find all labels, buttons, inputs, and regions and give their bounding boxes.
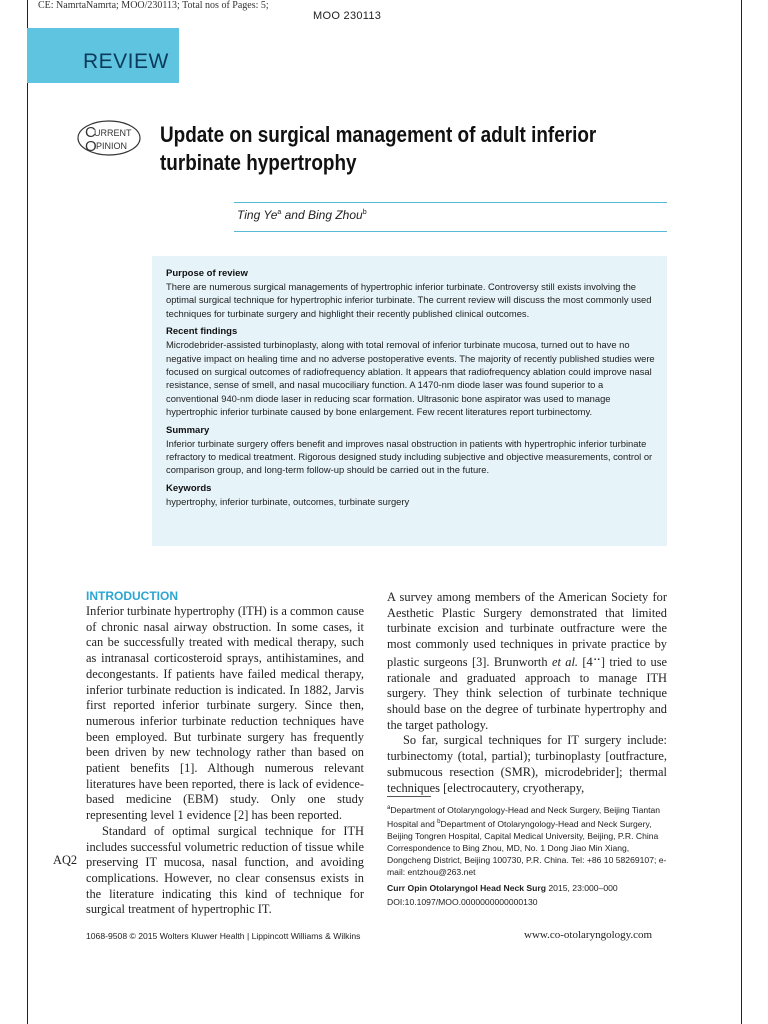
author-1: Ting Ye [237, 208, 278, 222]
journal-name: Curr Opin Otolaryngol Head Neck Surg [387, 883, 547, 893]
author-list [237, 208, 367, 222]
findings-heading: Recent findings [166, 326, 238, 338]
affiliations [387, 802, 669, 842]
purpose-heading: Purpose of review [166, 268, 248, 279]
title-rule [234, 202, 667, 203]
proof-header: CE: NamrtaNamrta; MOO/230113; Total nos of Pages: 5; [38, 0, 269, 11]
author-2-affil: b [362, 209, 367, 216]
affil-sup-a: a [387, 805, 391, 811]
job-code: MOO 230113 [313, 10, 382, 22]
review-label: REVIEW [83, 50, 169, 73]
intro-paragraph-3 [387, 590, 667, 733]
findings-text: Microdebrider-assisted turbinoplasty, along with total removal of inferior turbinate mucosa, turned out to have no negative impact on healing time and no adverse postoperative events. The majority of recently published studies were focused on surgical outcomes of radiofrequency ablation. It appears that radiofrequency ablation could improve nasal resistance, sense of smell, and nasal mucociliary function. A 1470-nm diode laser was found superior to a conventional 940-nm diode laser in reducing scar formation. Ultrasonic bone aspirator was used to manage hypertrophic inferior turbinate caused by bone enlargement. Few recent literatures report turbinectomy. [166, 339, 655, 418]
page-right-edge [741, 0, 742, 1024]
footnote-rule [387, 796, 431, 797]
affil-a: Department of Otolaryngology-Head and Neck Surgery, Beijing Tiantan Hospital and [387, 804, 661, 829]
affil-sup-b: b [437, 818, 441, 825]
ref-4-bullets: ▪▪ [592, 656, 601, 663]
page-left-edge [27, 0, 28, 1024]
logo-line1: URRENT [94, 128, 132, 138]
copyright-footer: 1068-9508 © 2015 Wolters Kluwer Health | Lippincott Williams & Wilkins [86, 931, 361, 941]
right-column [387, 590, 667, 796]
intro-paragraph-1: Inferior turbinate hypertrophy (ITH) is a common cause of chronic nasal airway obstruction. In some cases, it can be successfully treated with medical therapy, such as intranasal corticosteroid sprays, antihistamines, and decongestants. If patients have failed medical therapy, inferior turbinate reduction is indicated. In 1882, Jarvis first reported inferior turbinate surgery. Since then, numerous inferior turbinate reduction techniques have been employed. But turbinate surgery has frequently been driven by new technology rather than based on patient benefits [1]. Although numerous relevant literatures have been reported, there is lack of evidence-based medicine (EBM) study. Only one study representing level 1 evidence [2] has been reported. [86, 604, 364, 823]
keywords-text: hypertrophy, inferior turbinate, outcomes, turbinate surgery [166, 495, 410, 507]
author-2: Bing Zhou [307, 208, 363, 222]
doi: DOI:10.1097/MOO.0000000000000130 [387, 897, 538, 907]
logo-letter-o: O [85, 138, 97, 155]
abstract-box [152, 256, 667, 546]
logo-letter-c: C [85, 124, 96, 141]
ref-4: [4 [578, 654, 593, 669]
affil-b: Department of Otolaryngology-Head and Neck Surgery, Beijing Tongren Hospital, Capital Medical University, Beijing, P.R. China [387, 818, 659, 841]
summary-text: Inferior turbinate surgery offers benefit and improves nasal obstruction in patients with hypertrophic inferior turbinate refractory to medical treatment. Rigorous designed study including subjective and objective measurements, control or comparison group, and long-term follow-up should be carried out in the future. [166, 437, 653, 476]
journal-volume: 2015, 23:000–000 [546, 883, 618, 893]
summary-heading: Summary [166, 424, 210, 436]
et-al: et al. [551, 654, 579, 669]
journal-citation [387, 882, 669, 894]
logo-line2: PINION [96, 141, 128, 151]
review-section-tab [27, 28, 179, 83]
author-query-marker: AQ2 [53, 853, 78, 867]
purpose-text: There are numerous surgical managements of hypertrophic inferior turbinate. Controversy still exists involving the optimal surgical technique for hypertrophic inferior turbinate. The current review will discuss the most commonly used techniques for turbinate surgery and highlight their recently published clinical outcomes. [166, 281, 652, 319]
author-1-affil: a [277, 209, 282, 216]
intro-paragraph-2: Standard of optimal surgical technique for ITH includes successful volumetric reduction of tissue while preserving IT mucosa, nasal function, and avoiding complications. However, no clear consensus exists in the literature indicating this kind of technique for surgical treatment of hypertrophic IT. [86, 823, 364, 917]
author-rule [234, 231, 667, 232]
article-title: Update on surgical management of adult inferior turbinate hypertrophy [160, 122, 597, 175]
para3-text-b: ] tried to use rationale and graduated approach to manage ITH surgery. They think selection of turbinate technique should base on the degree of turbinate hypertrophy and the target pathology. [387, 654, 668, 732]
introduction-heading: INTRODUCTION [86, 589, 178, 603]
correspondence: Correspondence to Bing Zhou, MD, No. 1 Dong Jiao Min Xiang, Dongcheng District, Beijing 100730, P.R. China. Tel: +86 10 58269107; e-mail: entzhou@263.net [387, 843, 667, 877]
intro-paragraph-4: So far, surgical techniques for IT surgery include: turbinectomy (total, partial); turbinoplasty [outfracture, submucous resection (SMR), microdebrider]; thermal techniques [electrocautery, cryotherapy, [387, 733, 667, 795]
current-opinion-logo [76, 118, 142, 158]
journal-url[interactable]: www.co-otolaryngology.com [524, 929, 653, 941]
para3-text-a: A survey among members of the American Society for Aesthetic Plastic Surgery demonstrated that limited turbinate excision and turbinate outfracture were the most commonly used techniques in private practice by plastic surgeons [3]. Brunworth [387, 590, 667, 669]
keywords-heading: Keywords [166, 482, 212, 494]
left-column [86, 604, 364, 918]
author-connector: and [281, 208, 308, 222]
